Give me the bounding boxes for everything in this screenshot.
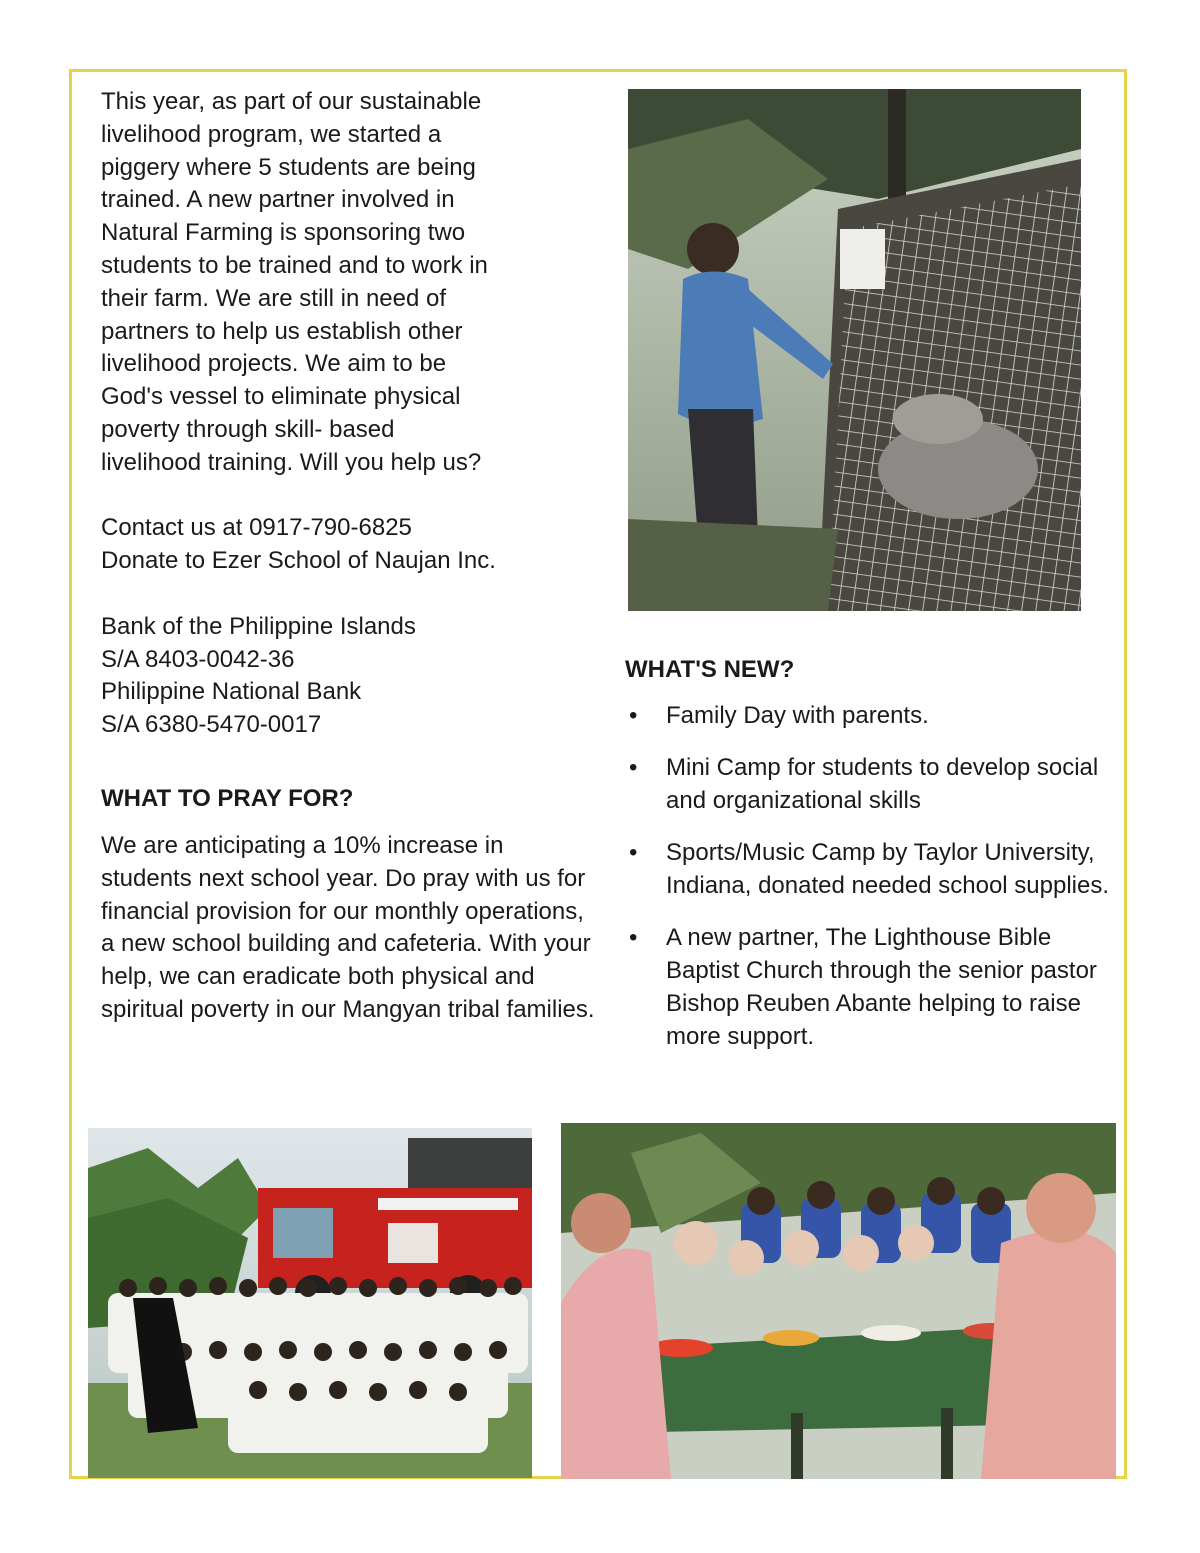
whats-new-list — [625, 700, 1120, 1073]
whats-new-heading: WHAT'S NEW? — [625, 656, 795, 683]
intro-section — [101, 86, 601, 742]
contact-line: Contact us at 0917-790-6825 — [101, 514, 412, 542]
bullet-icon: • — [629, 839, 638, 867]
list-item-text: Sports/Music Camp by Taylor University, Indiana, donated needed school supplies. — [666, 839, 1110, 900]
donate-line: Donate to Ezer School of Naujan Inc. — [101, 547, 496, 575]
list-item — [625, 752, 1120, 818]
list-item-text: Family Day with parents. — [666, 702, 929, 729]
list-item — [625, 700, 1120, 733]
bank1-account: S/A 8403-0042-36 — [101, 645, 295, 673]
bank2-account: S/A 6380-5470-0017 — [101, 711, 322, 739]
list-item — [625, 922, 1120, 1053]
bullet-icon: • — [629, 754, 638, 782]
pray-text: We are anticipating a 10% increase in students next school year. Do pray with us for financial provision for our monthly operations, a new school building and cafeteria. With your help, we can eradicate both physical and spiritual poverty in our Mangyan tribal families. — [101, 832, 595, 1023]
bank2-name: Philippine National Bank — [101, 678, 362, 706]
piggery-photo — [628, 89, 1081, 611]
bullet-icon: • — [629, 702, 638, 729]
list-item-text: Mini Camp for students to develop social and organizational skills — [666, 754, 1099, 815]
meal-photo — [561, 1123, 1116, 1479]
bullet-icon: • — [629, 924, 638, 952]
bank1-name: Bank of the Philippine Islands — [101, 612, 416, 640]
students-photo — [88, 1128, 532, 1478]
list-item-text: A new partner, The Lighthouse Bible Baptist Church through the senior pastor Bishop Reuben Abante helping to raise more support. — [666, 924, 1097, 1050]
pray-heading: WHAT TO PRAY FOR? — [101, 785, 354, 812]
intro-paragraph: This year, as part of our sustainable livelihood program, we started a piggery where 5 students are being trained. A new partner involved in Natural Farming is sponsoring two students to be trained and to work in their farm. We are still in need of partners to help us establish other livelihood projects. We aim to be God's vessel to eliminate physical poverty through skill- based livelihood training. Will you help us? — [101, 88, 488, 476]
list-item — [625, 837, 1120, 903]
